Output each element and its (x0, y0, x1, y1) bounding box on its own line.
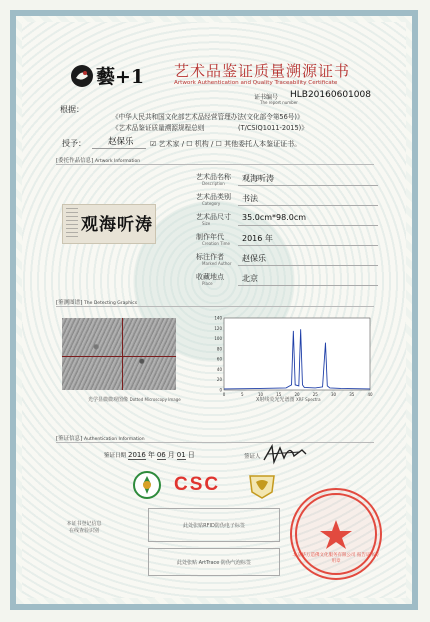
title-cn: 艺术品鉴证质量溯源证书 (174, 62, 351, 80)
section-graphics-en: The Detecting Graphics (84, 301, 138, 306)
bubble-label-text: 此处张贴 ArtTrace 防伪气泡标签 (177, 559, 251, 566)
x-tick-label: 5 (240, 392, 244, 397)
auth-day: 01 (176, 451, 186, 459)
section-graphics (56, 298, 137, 306)
x-tick-label: 30 (330, 392, 337, 397)
x-tick-label: 35 (349, 392, 355, 397)
field-label-cn: 制作年代 (196, 233, 224, 241)
artwork-field-row (196, 192, 386, 211)
field-label-en: Place (202, 281, 213, 286)
auth-date-label: 鉴证日期 (104, 453, 127, 459)
y-tick-label: 120 (214, 325, 222, 331)
auth-date (104, 450, 195, 460)
grantee-underline (92, 148, 146, 149)
field-underline (238, 185, 378, 186)
basis-label: 根据： (60, 105, 84, 114)
x-tick-label: 15 (276, 392, 282, 397)
plot-area (224, 318, 370, 390)
micro-caption (88, 396, 181, 403)
section-auth (56, 434, 145, 442)
logo-mark-icon (70, 64, 94, 88)
field-underline (238, 245, 378, 246)
auth-year: 2016 (128, 451, 146, 459)
field-label-cn: 收藏地点 (196, 273, 224, 281)
section-artwork-info-cn: [委托作品信息] (56, 158, 94, 164)
artwork-field-row (196, 252, 386, 271)
field-label-cn: 艺术品类别 (196, 193, 231, 201)
x-tick-label: 25 (312, 392, 318, 397)
field-value: 赵保乐 (242, 254, 266, 263)
grantee-label: 授予： (62, 139, 86, 148)
y-tick-label: 40 (216, 366, 222, 372)
company-seal (290, 488, 382, 580)
section-artwork-info-en: Artwork Information (95, 159, 141, 164)
field-value: 北京 (242, 274, 258, 283)
field-label-cn: 艺术品名称 (196, 173, 231, 181)
bubble-label-box (148, 548, 280, 576)
artwork-field-row (196, 272, 386, 291)
section-artwork-info (56, 156, 140, 164)
field-underline (238, 225, 378, 226)
rfid-label-text: 此处张贴RFID防伪电子标签 (183, 522, 245, 529)
emblem-logo-icon (132, 470, 162, 500)
cert-number: HLB20160601008 (290, 90, 371, 100)
crosshair-h (62, 356, 176, 357)
y-tick-label: 80 (216, 346, 222, 352)
x-tick-label: 40 (367, 392, 373, 397)
field-label-en: Category (202, 201, 221, 206)
grantee-options: ☑ 艺术家 / ☐ 机构 / ☐ 其他委托人本鉴证证书。 (150, 140, 302, 148)
field-underline (238, 285, 378, 286)
seal-text: 北京华万造佛文化服务有限公司 报告证书专用章 (292, 553, 380, 564)
x-tick-label: 20 (294, 392, 300, 397)
field-label-en: Size (202, 221, 211, 226)
section-divider (56, 442, 374, 443)
micro-caption-cn: 光学显微微观图像 (88, 397, 129, 403)
signature-image (262, 440, 308, 468)
qr-line-1: 本证书登记信息 (66, 521, 102, 527)
auth-year-unit: 年 (147, 451, 155, 459)
crosshair-v (122, 318, 123, 390)
logo-text: 藝+1 (96, 66, 145, 88)
field-underline (238, 265, 378, 266)
cert-no-label-en: The report number (260, 100, 298, 105)
auth-month: 06 (156, 451, 166, 459)
field-label-cn: 标注作者 (196, 253, 224, 261)
field-value: 观海听涛 (242, 174, 274, 183)
seal-star-icon (292, 490, 380, 578)
x-tick-label: 10 (257, 392, 264, 397)
qr-info (56, 520, 112, 542)
csc-logo: CSC (174, 474, 221, 495)
title-en: Artwork Authentication and Quality Traceability Certificate (174, 80, 338, 86)
y-tick-label: 140 (214, 315, 222, 321)
lion-badge-icon (246, 470, 278, 500)
field-label-cn: 艺术品尺寸 (196, 213, 231, 221)
field-value: 书法 (242, 194, 258, 203)
section-auth-cn: [鉴证信息] (56, 436, 83, 442)
artwork-field-row (196, 172, 386, 191)
auth-month-unit: 月 (167, 451, 175, 459)
section-divider (56, 164, 374, 165)
grantee-name: 赵保乐 (108, 137, 134, 147)
section-auth-en: Authentication Information (84, 437, 145, 442)
field-underline (238, 205, 378, 206)
artwork-calligraphy: 观海听涛 (81, 215, 153, 235)
brand-logo (70, 62, 144, 89)
micro-caption-en: Dotted Microscopy Image (129, 397, 181, 402)
x-tick-label: 0 (222, 392, 226, 397)
y-tick-label: 60 (216, 356, 222, 362)
basis-line-2: 《艺术品鉴证质量溯源规程总则 (112, 124, 205, 132)
xrf-caption-cn: X射线荧光光谱图 (256, 397, 295, 403)
artwork-image (62, 204, 156, 244)
microscopy-image (62, 318, 176, 390)
field-label-en: Description (202, 181, 225, 186)
section-graphics-cn: [鉴测图谱] (56, 300, 83, 306)
field-value: 2016 年 (242, 234, 273, 243)
xrf-spectrum-chart (206, 312, 378, 406)
y-tick-label: 20 (216, 377, 222, 383)
rfid-label-box (148, 508, 280, 542)
artwork-field-row (196, 232, 386, 251)
xrf-caption (256, 396, 321, 403)
basis-line-1: 《中华人民共和国文化部艺术品经营管理办法(文化部令第56号)》 (112, 113, 304, 121)
field-value: 35.0cm*98.0cm (242, 213, 307, 222)
auth-day-unit: 日 (187, 451, 195, 459)
y-tick-label: 100 (214, 336, 222, 342)
qr-line-2: 在线查验识别 (68, 528, 99, 534)
field-label-en: Creation Time (202, 241, 230, 246)
field-label-en: Marked Author (202, 261, 232, 266)
artwork-field-row (196, 212, 386, 231)
cert-no-label: 证书编号 (254, 94, 279, 101)
artwork-fields (196, 172, 386, 292)
section-divider (56, 306, 374, 307)
artwork-seal-inscription (66, 208, 78, 240)
xrf-caption-en: XRF Spectra (296, 397, 321, 402)
signer-label: 签证人 (244, 454, 261, 460)
y-tick-label: 0 (219, 387, 222, 393)
basis-line-2-code: (T/CSIQ1011-2015)》 (238, 124, 308, 132)
